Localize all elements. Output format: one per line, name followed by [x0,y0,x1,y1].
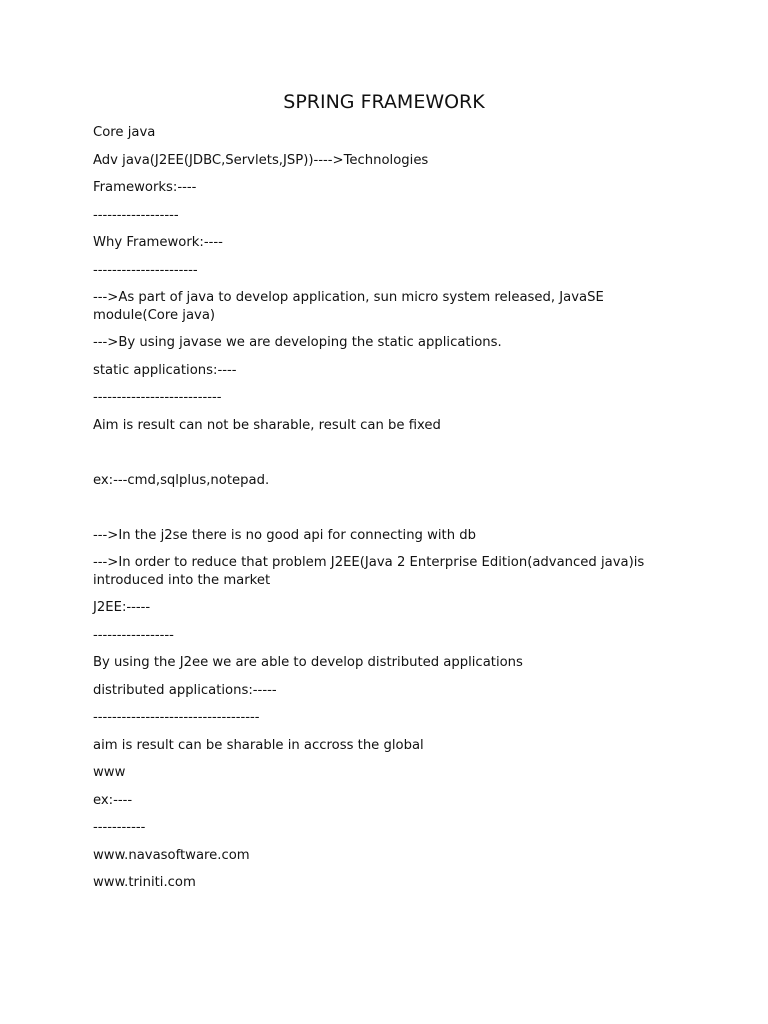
divider-text: ---------------------- [93,262,198,278]
paragraph: ex:---- [93,792,133,808]
paragraph: --->In the j2se there is no good api for connecting with db [93,527,477,543]
paragraph: Aim is result can not be sharable, result can be fixed [93,417,441,433]
paragraph: Frameworks:---- [93,180,197,195]
divider-text: ----------- [93,820,146,835]
divider-text: ----------------- [93,627,174,643]
paragraph: static applications:---- [93,362,237,378]
paragraph: --->By using javase we are developing the static applications. [93,335,502,350]
link-text: www.navasoftware.com [93,847,250,863]
page-title: SPRING FRAMEWORK [283,91,485,113]
blank-line [93,499,683,517]
paragraph: J2EE:----- [93,600,151,615]
paragraph: Adv java(J2EE(JDBC,Servlets,JSP))---->Technologies [93,152,429,168]
divider-text: --------------------------- [93,390,222,405]
paragraph: Core java [93,125,156,140]
paragraph: --->As part of java to develop application, sun micro system released, JavaSE module(Core java) [93,290,604,323]
paragraph: --->In order to reduce that problem J2EE(Java 2 Enterprise Edition(advanced java)is introduced into the market [93,555,645,588]
paragraph: www [93,765,126,780]
link-text: www.triniti.com [93,875,196,890]
paragraph: Why Framework:---- [93,235,223,250]
paragraph: distributed applications:----- [93,682,277,698]
paragraph: ex:---cmd,sqlplus,notepad. [93,472,270,488]
blank-line [93,444,683,462]
document-body [93,124,683,902]
divider-text: ------------------ [93,207,179,223]
paragraph: aim is result can be sharable in accross the global [93,737,424,753]
paragraph: By using the J2ee we are able to develop distributed applications [93,655,523,670]
divider-text: ----------------------------------- [93,710,260,725]
